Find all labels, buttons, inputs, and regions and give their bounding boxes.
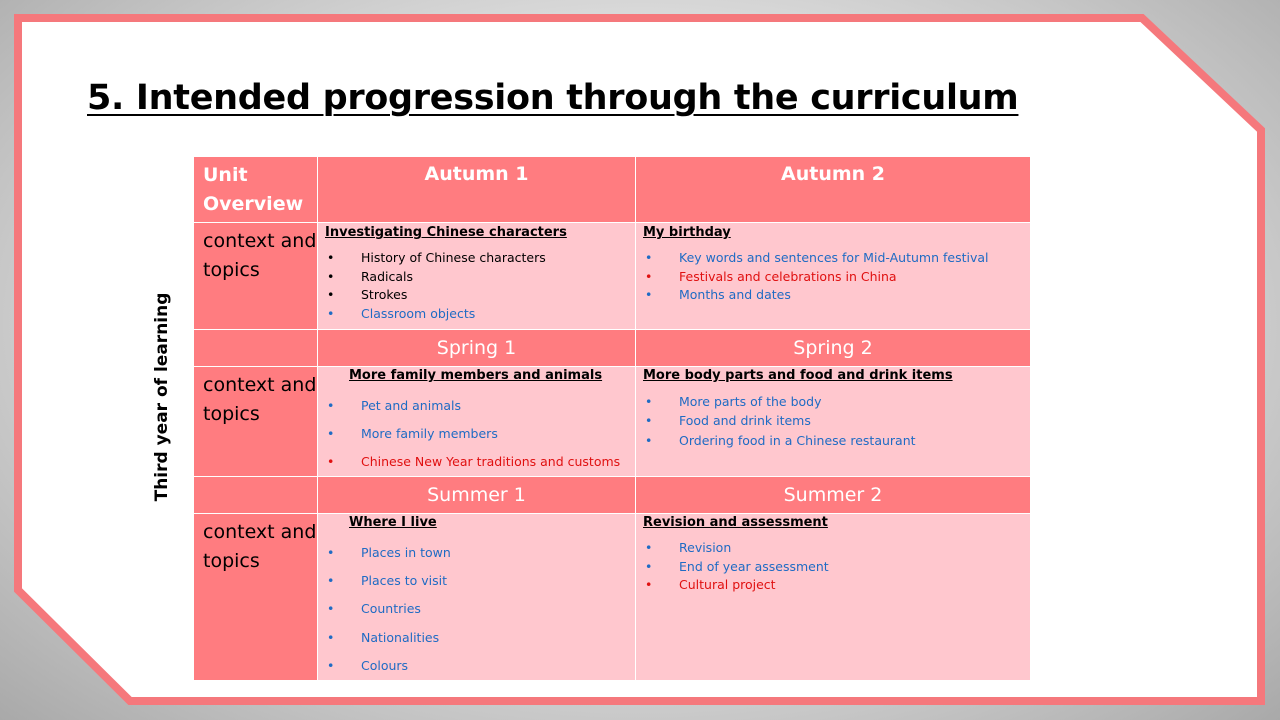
list-item: • Places in town	[325, 539, 635, 567]
list-item: • End of year assessment	[643, 558, 1030, 577]
list-item: • Festivals and celebrations in China	[643, 268, 1030, 287]
curriculum-table	[193, 156, 1031, 681]
row-label-summer: context and topics	[194, 514, 318, 681]
list-item: • Chinese New Year traditions and customs	[325, 448, 635, 476]
row-label-blank	[194, 330, 318, 367]
cell-spring-1	[318, 367, 636, 477]
cell-spring-2	[636, 367, 1031, 477]
list-item: • Ordering food in a Chinese restaurant	[643, 431, 1030, 450]
list-item: • Food and drink items	[643, 411, 1030, 430]
cell-title: Revision and assessment	[643, 515, 828, 530]
list-item: • Nationalities	[325, 624, 635, 652]
list-item: • Months and dates	[643, 286, 1030, 305]
cell-autumn-2	[636, 223, 1031, 330]
cell-summer-1	[318, 514, 636, 681]
list-item: • Places to visit	[325, 567, 635, 595]
cell-summer-2	[636, 514, 1031, 681]
row-label-spring: context and topics	[194, 367, 318, 477]
side-label: Third year of learning	[152, 292, 172, 502]
cell-autumn-1	[318, 223, 636, 330]
row-label-autumn: context and topics	[194, 223, 318, 330]
slide-title: 5. Intended progression through the curriculum	[87, 78, 1019, 118]
cell-title: More body parts and food and drink items	[643, 368, 953, 383]
list-item: • More family members	[325, 420, 635, 448]
list-item: • Countries	[325, 595, 635, 623]
row-label-blank	[194, 477, 318, 514]
header-autumn-2: Autumn 2	[636, 157, 1031, 223]
cell-title: Investigating Chinese characters	[325, 225, 567, 240]
header-summer-2: Summer 2	[636, 477, 1031, 514]
cell-title: More family members and animals	[349, 368, 603, 383]
cell-title: My birthday	[643, 225, 731, 240]
list-item: • Classroom objects	[325, 305, 635, 324]
header-spring-1: Spring 1	[318, 330, 636, 367]
list-item: • Colours	[325, 652, 635, 680]
list-item: • More parts of the body	[643, 392, 1030, 411]
cell-title: Where I live	[349, 515, 437, 530]
list-item: • Strokes	[325, 286, 635, 305]
list-item: • Key words and sentences for Mid-Autumn festival	[643, 249, 1030, 268]
list-item: • Revision	[643, 539, 1030, 558]
list-item: • Radicals	[325, 268, 635, 287]
list-item: • Pet and animals	[325, 392, 635, 420]
header-spring-2: Spring 2	[636, 330, 1031, 367]
list-item: • Cultural project	[643, 576, 1030, 595]
list-item: • History of Chinese characters	[325, 249, 635, 268]
corner-label: Unit Overview	[194, 157, 318, 223]
header-autumn-1: Autumn 1	[318, 157, 636, 223]
header-summer-1: Summer 1	[318, 477, 636, 514]
